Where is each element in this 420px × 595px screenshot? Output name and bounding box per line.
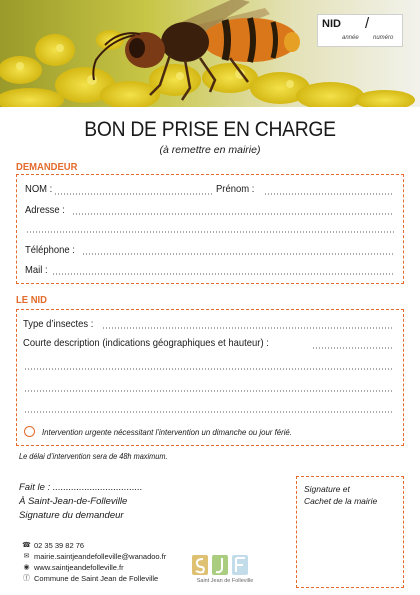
telephone-dotted-line[interactable] (82, 253, 394, 255)
mairie-signature-box[interactable] (296, 476, 404, 588)
facebook-icon: ⓕ (23, 575, 30, 582)
lieu-text: À Saint-Jean-de-Folleville (19, 496, 128, 507)
description-dotted-line-1[interactable] (312, 347, 394, 349)
adresse-field[interactable] (25, 204, 69, 216)
mail-field[interactable] (25, 264, 50, 276)
contact-facebook-text: Commune de Saint Jean de Folleville (34, 574, 159, 583)
adresse-label: Adresse : (25, 204, 65, 216)
description-dotted-line-4[interactable] (24, 411, 394, 413)
prenom-field[interactable] (216, 183, 259, 195)
header-photo (0, 0, 420, 107)
page-title: BON DE PRISE EN CHARGE (84, 118, 336, 141)
contact-phone (22, 541, 84, 550)
fait-le-line[interactable]: Fait le : .................................. (19, 482, 143, 493)
nom-dotted-line[interactable] (54, 193, 214, 195)
description-dotted-line-3[interactable] (24, 390, 394, 392)
contact-web-text: www.saintjeandefolleville.fr (34, 563, 124, 572)
contact-web[interactable] (22, 563, 124, 572)
signature-demandeur-label: Signature du demandeur (19, 510, 124, 521)
nom-label: NOM : (25, 183, 53, 195)
prenom-label: Prénom : (216, 183, 255, 195)
type-insectes-dotted-line[interactable] (102, 327, 394, 329)
globe-icon: ◉ (23, 564, 30, 571)
mairie-line-2: Cachet de la mairie (304, 496, 378, 506)
nid-slash: / (365, 15, 370, 32)
description-field[interactable] (23, 337, 296, 349)
adresse-dotted-line-1[interactable] (72, 213, 394, 215)
section-demandeur-label: DEMANDEUR (16, 161, 78, 173)
logo-caption: Saint Jean de Folleville (196, 578, 254, 584)
sjf-logo-mark (188, 553, 262, 577)
type-insectes-field[interactable] (23, 318, 101, 330)
adresse-dotted-line-2[interactable] (26, 231, 394, 233)
urgent-checkbox[interactable] (24, 426, 35, 437)
description-dotted-line-2[interactable] (24, 368, 394, 370)
contact-email[interactable] (22, 552, 166, 561)
nid-annee-label: année (342, 35, 359, 41)
commune-logo (188, 553, 262, 589)
contact-facebook[interactable] (22, 574, 158, 583)
telephone-label: Téléphone : (25, 244, 75, 256)
contact-email-text: mairie.saintjeandefolleville@wanadoo.fr (34, 552, 167, 561)
mairie-line-1: Signature et (304, 484, 350, 494)
delay-notice: Le délai d’intervention sera de 48h maximum. (19, 452, 168, 461)
description-label: Courte description (indications géographiques et hauteur) : (23, 337, 269, 349)
nid-label: NID (322, 18, 341, 30)
prenom-dotted-line[interactable] (264, 193, 394, 195)
mail-label: Mail : (25, 264, 48, 276)
mairie-signature-label (304, 483, 377, 507)
nid-numero-label: numéro (373, 35, 394, 41)
telephone-field[interactable] (25, 244, 80, 256)
demandeur-box (16, 174, 404, 284)
page-subtitle: (à remettre en mairie) (159, 144, 261, 156)
section-nid-label: LE NID (16, 294, 47, 306)
phone-icon: ☎ (22, 542, 31, 549)
mail-dotted-line[interactable] (52, 273, 394, 275)
contact-phone-text: 02 35 39 82 76 (34, 541, 85, 550)
type-insectes-label: Type d’insectes : (23, 318, 94, 330)
email-icon: ✉ (23, 553, 30, 560)
nom-field[interactable] (25, 183, 55, 195)
nid-number-box[interactable] (317, 14, 403, 47)
urgent-label: Intervention urgente nécessitant l’intervention un dimanche ou jour férié. (42, 427, 292, 437)
